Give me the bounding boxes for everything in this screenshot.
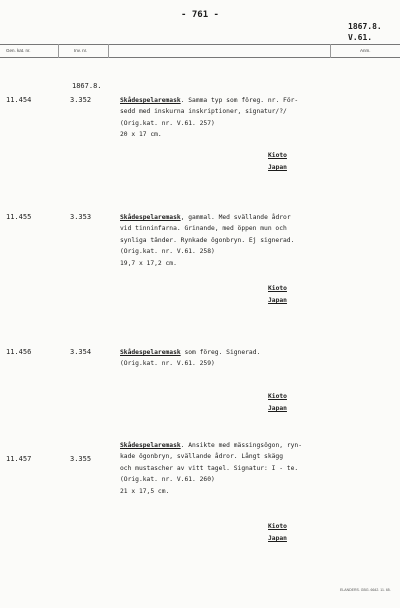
- entry-description: Skådespelaremask. Samma typ som föreg. nr. För- sedd med inskurna inskriptioner, signatur/?/ (Orig.kat. nr. V.61. 257) 20 x 17 cm.: [120, 95, 298, 141]
- entry-description: Skådespelaremask. Ansikte med mässingsögon, ryn- kade ögonbryn, svällande ådror. Långt skägg och mustascher av vitt tagel. Signatur: I - te. (Orig.kat. nr. V.61. 260) 21 x 17,5 cm.: [120, 440, 302, 497]
- column-header-catalog: Gen. kat. nr.: [6, 48, 31, 53]
- entry-line: 19,7 x 17,2 cm.: [120, 259, 177, 267]
- place-country: Japan: [268, 535, 287, 542]
- entry-line: (Orig.kat. nr. V.61. 258): [120, 248, 215, 256]
- place-city: Kioto: [268, 393, 287, 400]
- entry-line: 21 x 17,5 cm.: [120, 487, 170, 495]
- entry-line: 20 x 17 cm.: [120, 131, 162, 139]
- column-divider: [330, 44, 331, 58]
- column-header-notes: Anm.: [360, 48, 371, 53]
- place-city: Kioto: [268, 152, 287, 159]
- entry-term: Skådespelaremask: [120, 442, 181, 449]
- entry-line: (Orig.kat. nr. V.61. 257): [120, 119, 215, 127]
- place-country: Japan: [268, 297, 287, 304]
- column-divider: [58, 44, 59, 58]
- entry-term: Skådespelaremask: [120, 97, 181, 104]
- place-city: Kioto: [268, 285, 287, 292]
- column-divider: [108, 44, 109, 58]
- accession-reference: 1867.8.: [348, 22, 382, 31]
- place-city: Kioto: [268, 523, 287, 530]
- entry-line: (Orig.kat. nr. V.61. 259): [120, 360, 215, 368]
- inventory-number: 3.353: [70, 213, 92, 221]
- entry-description: Skådespelaremask, gammal. Med svällande ådror vid tinninfarna. Grinande, med öppen mun och synliga tänder. Rynkade ögonbryn. Ej signerad. (Orig.kat. nr. V.61. 258) 19,7 x 17,2 cm.: [120, 212, 294, 269]
- inventory-number: 3.354: [70, 348, 92, 356]
- entry-line: vid tinninfarna. Grinande, med öppen mun och: [120, 225, 287, 233]
- entry-line: och mustascher av vitt tagel. Signatur: I - te.: [120, 464, 299, 472]
- collection-reference: V.61.: [348, 33, 373, 42]
- entry-line: sedd med inskurna inskriptioner, signatur/?/: [120, 108, 287, 116]
- printer-footer: ELANDERS. GBG. 6642. 11. 65.: [340, 588, 391, 592]
- catalog-number: 11.457: [6, 455, 32, 463]
- entry-line: (Orig.kat. nr. V.61. 260): [120, 476, 215, 484]
- catalog-number: 11.456: [6, 348, 32, 356]
- place-country: Japan: [268, 164, 287, 171]
- header-bottom-rule: [0, 57, 400, 58]
- catalog-number: 11.455: [6, 213, 32, 221]
- entry-term: Skådespelaremask: [120, 214, 181, 221]
- entry-description: Skådespelaremask som föreg. Signerad. (Orig.kat. nr. V.61. 259): [120, 347, 260, 370]
- entry-line: synliga tänder. Rynkade ögonbryn. Ej signerad.: [120, 236, 295, 244]
- catalog-number: 11.454: [6, 96, 32, 104]
- inventory-number: 3.352: [70, 96, 92, 104]
- place-country: Japan: [268, 405, 287, 412]
- header-top-rule: [0, 44, 400, 45]
- column-header-inventory: Inv. nr.: [74, 48, 88, 53]
- year-marker: 1867.8.: [72, 82, 102, 90]
- page-number: - 761 -: [181, 10, 219, 20]
- inventory-number: 3.355: [70, 455, 92, 463]
- entry-line: kade ögonbryn, svällande ådror. Långt skägg: [120, 453, 284, 461]
- entry-term: Skådespelaremask: [120, 349, 181, 356]
